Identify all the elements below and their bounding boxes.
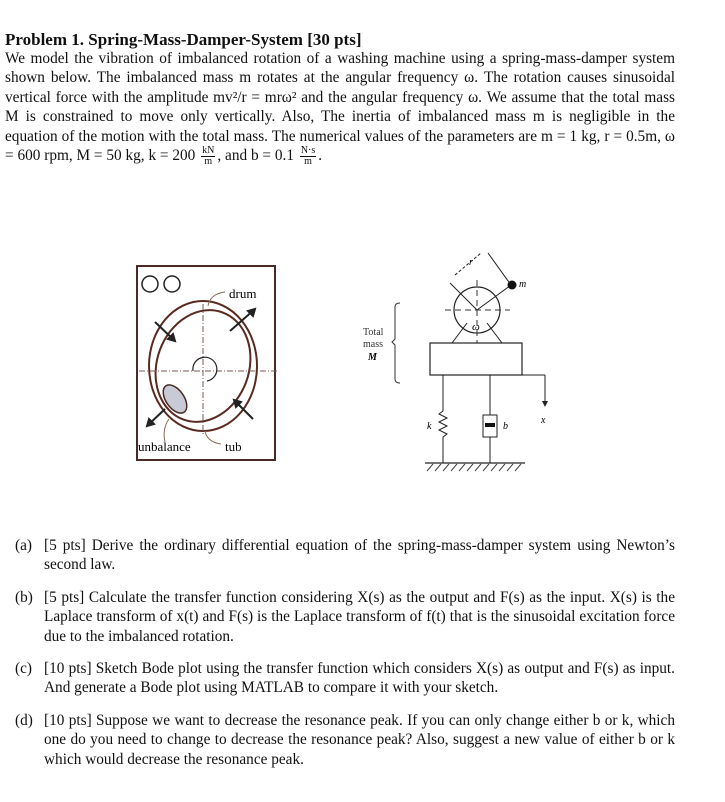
part-label: (b) bbox=[15, 589, 33, 606]
unbalance-label: unbalance bbox=[138, 439, 191, 454]
part-d bbox=[15, 711, 675, 769]
part-label: (d) bbox=[15, 712, 33, 729]
b-unit-fraction bbox=[300, 146, 316, 167]
problem-title: Problem 1. Spring-Mass-Damper-System [30 pts] bbox=[5, 30, 362, 49]
mass-label: mass bbox=[363, 339, 383, 350]
part-label: (a) bbox=[15, 537, 32, 554]
intro-text-end: . bbox=[318, 147, 323, 165]
total-mass-M-label: M bbox=[368, 352, 377, 363]
k-label: k bbox=[427, 421, 432, 432]
intro-text: We model the vibration of imbalanced rotation of a washing machine using a spring-mass-damper system shown below. The imbalanced mass m rotates at the angular frequency ω. The rotation causes sinusoidal vertical force with the amplitude mv²/r = mrω² and the angular frequency ω. We assume that the total mass M is constrained to move only vertically. Also, The inertia of imbalanced mass m is negligible in the equation of the motion with the total mass. The numerical values of the parameters are m = 1 kg, r = 0.5m, ω = 600 rpm, M = 50 kg, k = 200 bbox=[5, 50, 675, 165]
part-text: [10 pts] Sketch Bode plot using the transfer function which considers X(s) as output and F(s) as input. And generate a Bode plot using MATLAB to compare it with your sketch. bbox=[44, 660, 675, 697]
part-a bbox=[15, 536, 675, 575]
part-label: (c) bbox=[15, 660, 32, 677]
spring-mass-damper-figure bbox=[355, 235, 605, 485]
total-label: Total bbox=[363, 327, 384, 338]
part-text: [5 pts] Derive the ordinary differential equation of the spring-mass-damper system using Newton’s second law. bbox=[44, 537, 675, 574]
part-text: [5 pts] Calculate the transfer function considering X(s) as the output and F(s) as the input. X(s) is the Laplace transform of x(t) and F(s) is the Laplace transform of f(t) that is the sinusoidal excitation force due to the imbalanced rotation. bbox=[44, 589, 675, 645]
tub-label: tub bbox=[225, 439, 242, 454]
washing-machine-figure bbox=[135, 264, 277, 462]
k-unit-den: m bbox=[204, 156, 213, 168]
b-unit-den: m bbox=[304, 156, 312, 168]
drum-label: drum bbox=[229, 286, 257, 301]
part-b bbox=[15, 588, 675, 646]
k-unit-num: kN bbox=[202, 145, 215, 157]
part-c bbox=[15, 659, 675, 698]
intro-text-mid: , and b = 0.1 bbox=[217, 147, 294, 165]
omega-label: ω bbox=[472, 321, 480, 333]
b-unit-num: N·s bbox=[300, 145, 316, 157]
m-label: m bbox=[519, 279, 527, 290]
b-label: b bbox=[503, 421, 508, 432]
part-text: [10 pts] Suppose we want to decrease the resonance peak. If you can only change either b or k, which one do you need to change to decrease the resonance peak? Also, suggest a new value of either b or k which would decrease the resonance peak. bbox=[44, 712, 675, 768]
x-label: x bbox=[541, 415, 546, 426]
problem-intro bbox=[5, 49, 675, 167]
k-unit-fraction bbox=[201, 146, 215, 167]
r-label: r bbox=[469, 257, 473, 268]
